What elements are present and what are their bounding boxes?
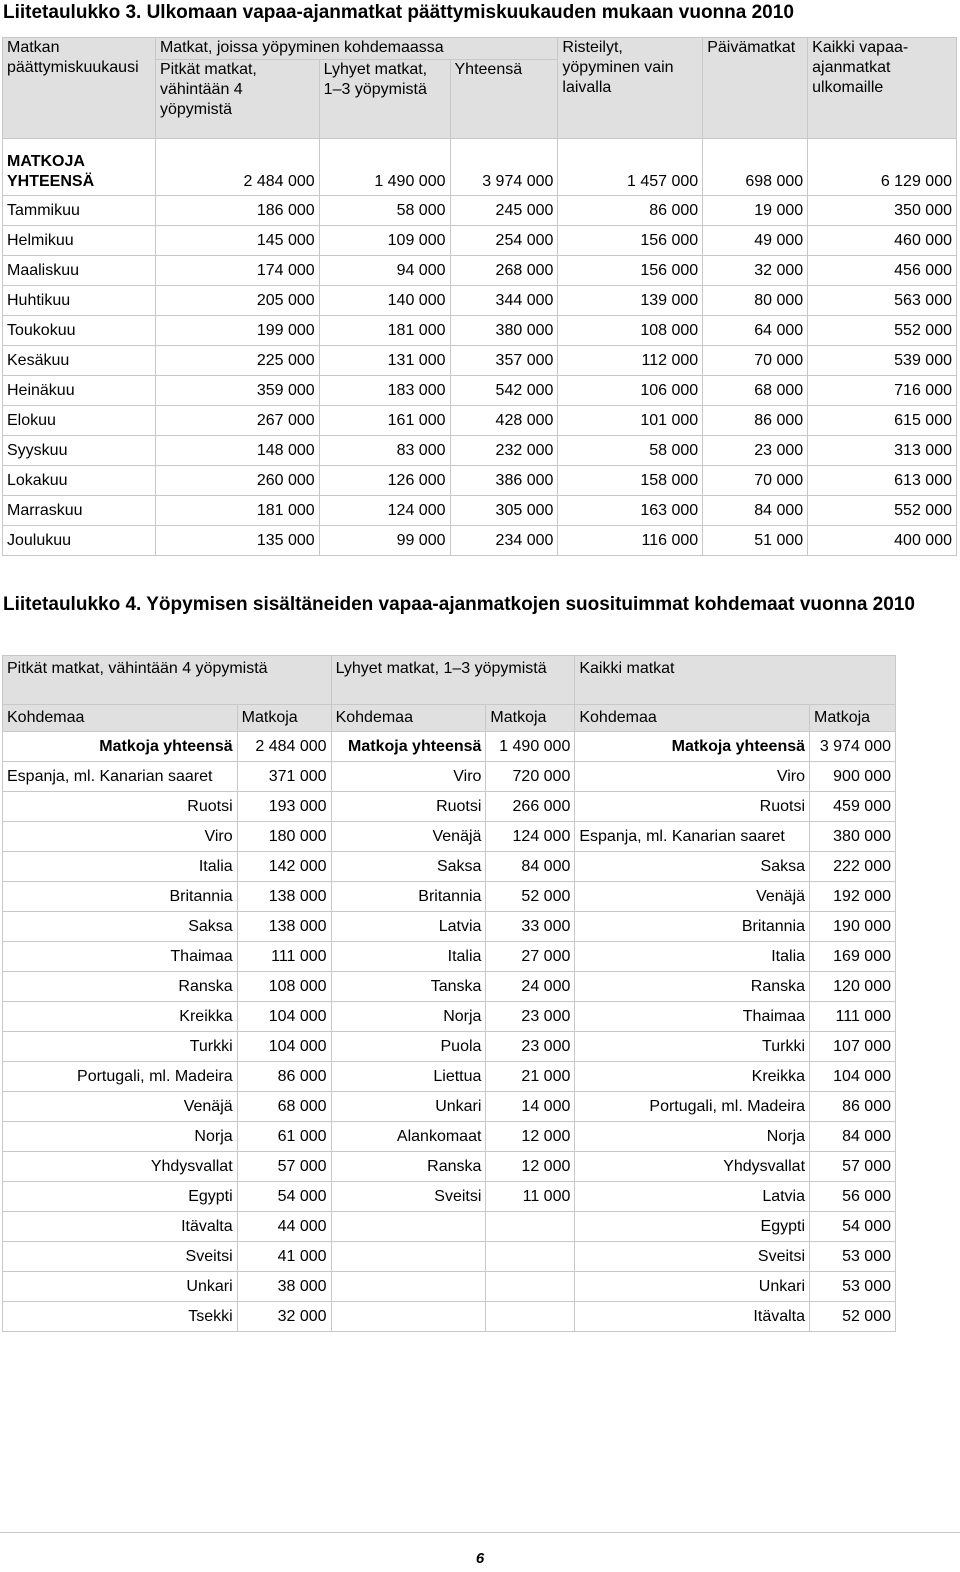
table-row xyxy=(3,1002,896,1032)
destination-cell: Puola xyxy=(331,1032,486,1062)
cell-value: 27 000 xyxy=(486,942,575,972)
cell-value: 156 000 xyxy=(558,256,703,286)
destination-cell: Kreikka xyxy=(3,1002,238,1032)
destination-cell: Norja xyxy=(575,1122,810,1152)
cell-value: 126 000 xyxy=(319,466,450,496)
cell-value: 181 000 xyxy=(319,316,450,346)
page-number: 6 xyxy=(475,1550,485,1567)
cell-value: 6 129 000 xyxy=(808,139,957,196)
destination-cell: Turkki xyxy=(3,1032,238,1062)
cell-value: 716 000 xyxy=(808,376,957,406)
cell-value: 563 000 xyxy=(808,286,957,316)
table-row xyxy=(3,436,957,466)
table-row xyxy=(3,226,957,256)
destination-cell: Espanja, ml. Kanarian saaret xyxy=(3,762,238,792)
table4-title: Liitetaulukko 4. Yöpymisen sisältäneiden vapaa-ajanmatkojen suosituimmat kohdemaat vuonna 2010 xyxy=(3,594,915,615)
row-label: Heinäkuu xyxy=(3,376,156,406)
cell-value: 12 000 xyxy=(486,1122,575,1152)
header-destination: Kohdemaa xyxy=(3,705,238,732)
cell-value: 108 000 xyxy=(558,316,703,346)
cell-value: 428 000 xyxy=(450,406,558,436)
cell-value: 192 000 xyxy=(810,882,896,912)
destination-cell: Ranska xyxy=(3,972,238,1002)
table-row xyxy=(3,526,957,556)
destination-cell xyxy=(331,1302,486,1332)
cell-value: 49 000 xyxy=(703,226,808,256)
table-row xyxy=(3,286,957,316)
cell-value: 68 000 xyxy=(703,376,808,406)
cell-value: 61 000 xyxy=(237,1122,331,1152)
cell-value: 142 000 xyxy=(237,852,331,882)
cell-value: 58 000 xyxy=(319,196,450,226)
cell-value: 3 974 000 xyxy=(450,139,558,196)
cell-value: 2 484 000 xyxy=(155,139,319,196)
destination-cell: Alankomaat xyxy=(331,1122,486,1152)
cell-value xyxy=(486,1242,575,1272)
cell-value: 400 000 xyxy=(808,526,957,556)
destination-cell: Espanja, ml. Kanarian saaret xyxy=(575,822,810,852)
table-row xyxy=(3,496,957,526)
header-month: Matkan päättymiskuukausi xyxy=(3,38,156,139)
row-label: Elokuu xyxy=(3,406,156,436)
destination-cell: Ruotsi xyxy=(575,792,810,822)
cell-value: 116 000 xyxy=(558,526,703,556)
destination-cell: Viro xyxy=(575,762,810,792)
table-row xyxy=(3,1062,896,1092)
cell-value: 380 000 xyxy=(450,316,558,346)
cell-value: 539 000 xyxy=(808,346,957,376)
cell-value: 84 000 xyxy=(486,852,575,882)
destination-cell: Portugali, ml. Madeira xyxy=(3,1062,238,1092)
cell-value: 267 000 xyxy=(155,406,319,436)
cell-value: 222 000 xyxy=(810,852,896,882)
destination-cell: Liettua xyxy=(331,1062,486,1092)
cell-value: 23 000 xyxy=(486,1002,575,1032)
destination-cell: Kreikka xyxy=(575,1062,810,1092)
cell-value: 70 000 xyxy=(703,346,808,376)
destination-cell: Thaimaa xyxy=(3,942,238,972)
destination-cell: Viro xyxy=(331,762,486,792)
cell-value: 161 000 xyxy=(319,406,450,436)
table-row xyxy=(3,466,957,496)
destination-cell: Britannia xyxy=(3,882,238,912)
cell-value: 135 000 xyxy=(155,526,319,556)
destination-cell xyxy=(331,1212,486,1242)
cell-value: 86 000 xyxy=(810,1092,896,1122)
cell-value xyxy=(486,1272,575,1302)
cell-value: 108 000 xyxy=(237,972,331,1002)
cell-value: 38 000 xyxy=(237,1272,331,1302)
header-short-trips: Lyhyet matkat, 1–3 yöpymistä xyxy=(331,656,575,705)
cell-value: 41 000 xyxy=(237,1242,331,1272)
cell-value: 459 000 xyxy=(810,792,896,822)
cell-value: 344 000 xyxy=(450,286,558,316)
table-row xyxy=(3,346,957,376)
table-row xyxy=(3,1182,896,1212)
row-label: Lokakuu xyxy=(3,466,156,496)
cell-value: 145 000 xyxy=(155,226,319,256)
destination-cell: Egypti xyxy=(3,1182,238,1212)
table-row xyxy=(3,1122,896,1152)
row-label: Tammikuu xyxy=(3,196,156,226)
cell-value: 371 000 xyxy=(237,762,331,792)
table-row-total xyxy=(3,139,957,196)
cell-value: 180 000 xyxy=(237,822,331,852)
destination-cell: Turkki xyxy=(575,1032,810,1062)
cell-value: 32 000 xyxy=(703,256,808,286)
row-label: Syyskuu xyxy=(3,436,156,466)
cell-value: 21 000 xyxy=(486,1062,575,1092)
cell-value: 68 000 xyxy=(237,1092,331,1122)
cell-value: 32 000 xyxy=(237,1302,331,1332)
table-row xyxy=(3,1032,896,1062)
cell-value: 615 000 xyxy=(808,406,957,436)
cell-value: 58 000 xyxy=(558,436,703,466)
row-label: Huhtikuu xyxy=(3,286,156,316)
cell-value: 23 000 xyxy=(486,1032,575,1062)
cell-value: 254 000 xyxy=(450,226,558,256)
header-destination: Kohdemaa xyxy=(575,705,810,732)
cell-value: 94 000 xyxy=(319,256,450,286)
table-row xyxy=(3,822,896,852)
destination-cell: Unkari xyxy=(331,1092,486,1122)
header-destination: Kohdemaa xyxy=(331,705,486,732)
row-label: Kesäkuu xyxy=(3,346,156,376)
cell-value: 120 000 xyxy=(810,972,896,1002)
cell-value: 44 000 xyxy=(237,1212,331,1242)
destination-cell: Norja xyxy=(331,1002,486,1032)
table-row xyxy=(3,792,896,822)
cell-value: 33 000 xyxy=(486,912,575,942)
cell-value: 57 000 xyxy=(237,1152,331,1182)
header-trips: Matkoja xyxy=(486,705,575,732)
table-row xyxy=(3,406,957,436)
cell-value: 148 000 xyxy=(155,436,319,466)
table-row xyxy=(3,1242,896,1272)
cell-value: 193 000 xyxy=(237,792,331,822)
cell-value: 183 000 xyxy=(319,376,450,406)
cell-value: 260 000 xyxy=(155,466,319,496)
destination-cell: Itävalta xyxy=(3,1212,238,1242)
header-short-trips: Lyhyet matkat, 1–3 yöpymistä xyxy=(319,59,450,138)
table-row xyxy=(3,1152,896,1182)
cell-value: 456 000 xyxy=(808,256,957,286)
cell-value: 359 000 xyxy=(155,376,319,406)
cell-value: 3 974 000 xyxy=(810,732,896,762)
cell-value: 163 000 xyxy=(558,496,703,526)
header-trips: Matkoja xyxy=(237,705,331,732)
cell-value: 70 000 xyxy=(703,466,808,496)
cell-value: 305 000 xyxy=(450,496,558,526)
cell-value: 51 000 xyxy=(703,526,808,556)
table-row xyxy=(3,1302,896,1332)
destination-cell: Sveitsi xyxy=(331,1182,486,1212)
destination-cell xyxy=(331,1272,486,1302)
cell-value: 205 000 xyxy=(155,286,319,316)
cell-value: 1 490 000 xyxy=(486,732,575,762)
table-row xyxy=(3,882,896,912)
cell-value: 131 000 xyxy=(319,346,450,376)
top-destinations-table xyxy=(2,655,896,1332)
table-row xyxy=(3,196,957,226)
destination-cell: Sveitsi xyxy=(575,1242,810,1272)
destination-cell: Venäjä xyxy=(575,882,810,912)
destination-cell: Ranska xyxy=(331,1152,486,1182)
cell-value: 139 000 xyxy=(558,286,703,316)
monthly-trips-table xyxy=(2,37,957,556)
row-label: Matkoja yhteensä xyxy=(331,732,486,762)
header-long-trips: Pitkät matkat, vähintään 4 yöpymistä xyxy=(155,59,319,138)
cell-value: 698 000 xyxy=(703,139,808,196)
cell-value: 1 457 000 xyxy=(558,139,703,196)
table-row xyxy=(3,942,896,972)
row-label: MATKOJA YHTEENSÄ xyxy=(3,139,156,196)
header-overnight-group: Matkat, joissa yöpyminen kohdemaassa xyxy=(155,38,557,60)
cell-value: 24 000 xyxy=(486,972,575,1002)
destination-cell: Yhdysvallat xyxy=(3,1152,238,1182)
cell-value: 199 000 xyxy=(155,316,319,346)
cell-value: 386 000 xyxy=(450,466,558,496)
cell-value: 64 000 xyxy=(703,316,808,346)
row-label: Matkoja yhteensä xyxy=(575,732,810,762)
header-total: Yhteensä xyxy=(450,59,558,138)
destination-cell: Latvia xyxy=(331,912,486,942)
table-row xyxy=(3,852,896,882)
cell-value: 86 000 xyxy=(703,406,808,436)
row-label: Joulukuu xyxy=(3,526,156,556)
cell-value: 186 000 xyxy=(155,196,319,226)
table-row-total xyxy=(3,732,896,762)
cell-value: 380 000 xyxy=(810,822,896,852)
cell-value: 613 000 xyxy=(808,466,957,496)
destination-cell: Italia xyxy=(331,942,486,972)
cell-value: 552 000 xyxy=(808,496,957,526)
cell-value: 460 000 xyxy=(808,226,957,256)
cell-value: 234 000 xyxy=(450,526,558,556)
cell-value xyxy=(486,1212,575,1242)
destination-cell: Venäjä xyxy=(331,822,486,852)
cell-value: 156 000 xyxy=(558,226,703,256)
cell-value: 104 000 xyxy=(237,1002,331,1032)
destination-cell: Saksa xyxy=(575,852,810,882)
cell-value: 313 000 xyxy=(808,436,957,466)
table-row xyxy=(3,256,957,286)
cell-value: 84 000 xyxy=(703,496,808,526)
table-row xyxy=(3,316,957,346)
cell-value: 124 000 xyxy=(486,822,575,852)
row-label: Marraskuu xyxy=(3,496,156,526)
header-day-trips: Päivämatkat xyxy=(703,38,808,139)
row-label: Matkoja yhteensä xyxy=(3,732,238,762)
destination-cell: Unkari xyxy=(575,1272,810,1302)
row-label: Toukokuu xyxy=(3,316,156,346)
cell-value: 350 000 xyxy=(808,196,957,226)
header-all-trips: Kaikki vapaa-ajanmatkat ulkomaille xyxy=(808,38,957,139)
destination-cell: Portugali, ml. Madeira xyxy=(575,1092,810,1122)
cell-value: 106 000 xyxy=(558,376,703,406)
cell-value: 57 000 xyxy=(810,1152,896,1182)
destination-cell: Italia xyxy=(575,942,810,972)
cell-value: 245 000 xyxy=(450,196,558,226)
header-trips: Matkoja xyxy=(810,705,896,732)
destination-cell: Saksa xyxy=(331,852,486,882)
cell-value: 14 000 xyxy=(486,1092,575,1122)
cell-value: 111 000 xyxy=(810,1002,896,1032)
cell-value: 720 000 xyxy=(486,762,575,792)
row-label: Helmikuu xyxy=(3,226,156,256)
cell-value: 138 000 xyxy=(237,912,331,942)
destination-cell: Italia xyxy=(3,852,238,882)
cell-value: 190 000 xyxy=(810,912,896,942)
cell-value: 83 000 xyxy=(319,436,450,466)
destination-cell: Thaimaa xyxy=(575,1002,810,1032)
table3-title: Liitetaulukko 3. Ulkomaan vapaa-ajanmatkat päättymiskuukauden mukaan vuonna 2010 xyxy=(3,2,794,23)
destination-cell: Viro xyxy=(3,822,238,852)
destination-cell: Norja xyxy=(3,1122,238,1152)
destination-cell: Unkari xyxy=(3,1272,238,1302)
destination-cell: Britannia xyxy=(331,882,486,912)
cell-value: 109 000 xyxy=(319,226,450,256)
cell-value: 111 000 xyxy=(237,942,331,972)
table-row xyxy=(3,762,896,792)
cell-value: 232 000 xyxy=(450,436,558,466)
table-row xyxy=(3,376,957,406)
cell-value: 552 000 xyxy=(808,316,957,346)
cell-value: 11 000 xyxy=(486,1182,575,1212)
table-row xyxy=(3,1212,896,1242)
cell-value: 86 000 xyxy=(237,1062,331,1092)
cell-value: 19 000 xyxy=(703,196,808,226)
destination-cell: Tsekki xyxy=(3,1302,238,1332)
row-label: Maaliskuu xyxy=(3,256,156,286)
cell-value: 23 000 xyxy=(703,436,808,466)
cell-value: 268 000 xyxy=(450,256,558,286)
destination-cell: Saksa xyxy=(3,912,238,942)
cell-value: 174 000 xyxy=(155,256,319,286)
cell-value: 99 000 xyxy=(319,526,450,556)
cell-value: 900 000 xyxy=(810,762,896,792)
destination-cell: Yhdysvallat xyxy=(575,1152,810,1182)
cell-value: 53 000 xyxy=(810,1242,896,1272)
cell-value: 53 000 xyxy=(810,1272,896,1302)
cell-value: 225 000 xyxy=(155,346,319,376)
header-long-trips: Pitkät matkat, vähintään 4 yöpymistä xyxy=(3,656,332,705)
destination-cell: Ruotsi xyxy=(3,792,238,822)
cell-value: 52 000 xyxy=(810,1302,896,1332)
cell-value: 54 000 xyxy=(810,1212,896,1242)
cell-value: 138 000 xyxy=(237,882,331,912)
cell-value: 12 000 xyxy=(486,1152,575,1182)
cell-value: 357 000 xyxy=(450,346,558,376)
destination-cell: Britannia xyxy=(575,912,810,942)
destination-cell xyxy=(331,1242,486,1272)
header-cruise: Risteilyt, yöpyminen vain laivalla xyxy=(558,38,703,139)
cell-value: 107 000 xyxy=(810,1032,896,1062)
footer-divider xyxy=(0,1532,960,1533)
cell-value: 542 000 xyxy=(450,376,558,406)
table-row xyxy=(3,972,896,1002)
cell-value: 54 000 xyxy=(237,1182,331,1212)
cell-value: 158 000 xyxy=(558,466,703,496)
cell-value: 101 000 xyxy=(558,406,703,436)
cell-value: 181 000 xyxy=(155,496,319,526)
destination-cell: Sveitsi xyxy=(3,1242,238,1272)
table-row xyxy=(3,912,896,942)
destination-cell: Ranska xyxy=(575,972,810,1002)
cell-value: 56 000 xyxy=(810,1182,896,1212)
cell-value: 104 000 xyxy=(810,1062,896,1092)
destination-cell: Itävalta xyxy=(575,1302,810,1332)
cell-value: 52 000 xyxy=(486,882,575,912)
cell-value: 140 000 xyxy=(319,286,450,316)
cell-value: 169 000 xyxy=(810,942,896,972)
cell-value: 80 000 xyxy=(703,286,808,316)
cell-value: 104 000 xyxy=(237,1032,331,1062)
destination-cell: Venäjä xyxy=(3,1092,238,1122)
cell-value: 112 000 xyxy=(558,346,703,376)
destination-cell: Latvia xyxy=(575,1182,810,1212)
destination-cell: Ruotsi xyxy=(331,792,486,822)
table-row xyxy=(3,1272,896,1302)
cell-value: 1 490 000 xyxy=(319,139,450,196)
header-all-trips: Kaikki matkat xyxy=(575,656,896,705)
table-row xyxy=(3,1092,896,1122)
cell-value: 86 000 xyxy=(558,196,703,226)
cell-value: 266 000 xyxy=(486,792,575,822)
cell-value xyxy=(486,1302,575,1332)
cell-value: 2 484 000 xyxy=(237,732,331,762)
cell-value: 84 000 xyxy=(810,1122,896,1152)
cell-value: 124 000 xyxy=(319,496,450,526)
destination-cell: Egypti xyxy=(575,1212,810,1242)
destination-cell: Tanska xyxy=(331,972,486,1002)
